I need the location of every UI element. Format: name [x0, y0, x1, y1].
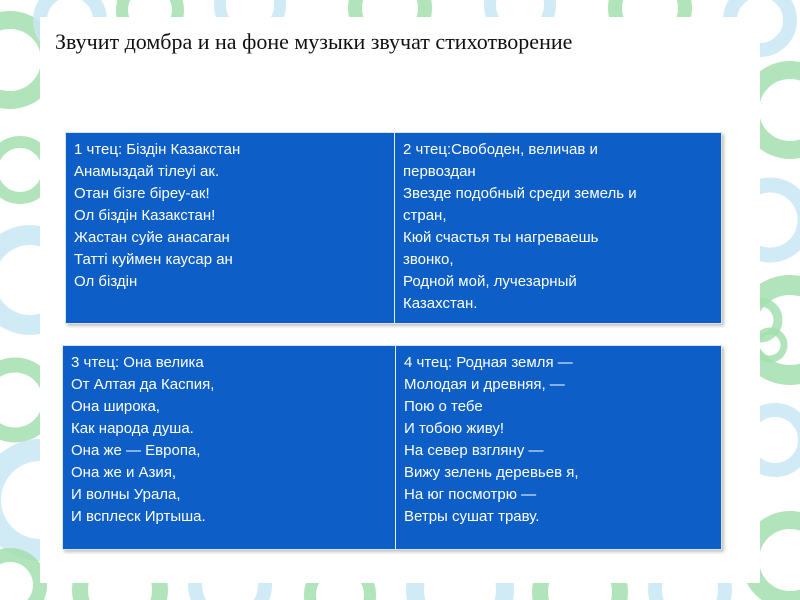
reader-3-cell [63, 346, 395, 549]
poem-line: Ол біздін Казакстан! [74, 207, 216, 224]
poem-line: 1 чтец: Біздін Казакстан [74, 141, 241, 158]
poem-line: И волны Урала, [71, 486, 181, 503]
reader-4-cell [395, 346, 721, 549]
poem-line: Отан бізге біреу-ак! [74, 185, 210, 202]
poem-line: Пою о тебе [404, 398, 483, 415]
poem-line: Кюй счастья ты нагреваешь [403, 229, 599, 246]
poem-line: Ветры сушат траву. [404, 508, 540, 525]
poem-line: Звезде подобный среди земель и [403, 185, 637, 202]
poem-line: Казахстан. [403, 295, 478, 312]
poem-line: Вижу зелень деревьев я, [404, 464, 579, 481]
poem-line: На юг посмотрю — [404, 486, 537, 503]
poem-line: Молодая и древняя, — [404, 376, 565, 393]
reader-2-cell [394, 133, 721, 323]
slide-title: Звучит домбра и на фоне музыки звучат стихотворение [55, 29, 573, 54]
poem-line: Анамыздай тілеуі ак. [74, 163, 220, 180]
poem-line: От Алтая да Каспия, [71, 376, 215, 393]
poem-table-top [65, 132, 722, 324]
poem-line: Жастан суйе анасаган [74, 229, 230, 246]
poem-line: Ол біздін [74, 273, 138, 290]
poem-line: звонко, [403, 251, 454, 268]
poem-line: Татті куймен каусар ан [74, 251, 233, 268]
poem-line: 3 чтец: Она велика [71, 354, 204, 371]
poem-line: На север взгляну — [404, 442, 544, 459]
poem-line: Родной мой, лучезарный [403, 273, 577, 290]
poem-line: Она же и Азия, [71, 464, 177, 481]
poem-line: Она же — Европа, [71, 442, 201, 459]
poem-line: Как народа душа. [71, 420, 194, 437]
poem-table-bottom [62, 345, 722, 550]
poem-line: первоздан [403, 163, 476, 180]
poem-line: стран, [403, 207, 447, 224]
reader-1-cell [66, 133, 394, 323]
poem-line: 2 чтец:Свободен, величав и [403, 141, 598, 158]
decorative-ring [0, 555, 40, 600]
poem-line: И тобою живу! [404, 420, 505, 437]
poem-line: Она широка, [71, 398, 160, 415]
poem-line: И всплеск Иртыша. [71, 508, 206, 525]
poem-line: 4 чтец: Родная земля — [404, 354, 573, 371]
